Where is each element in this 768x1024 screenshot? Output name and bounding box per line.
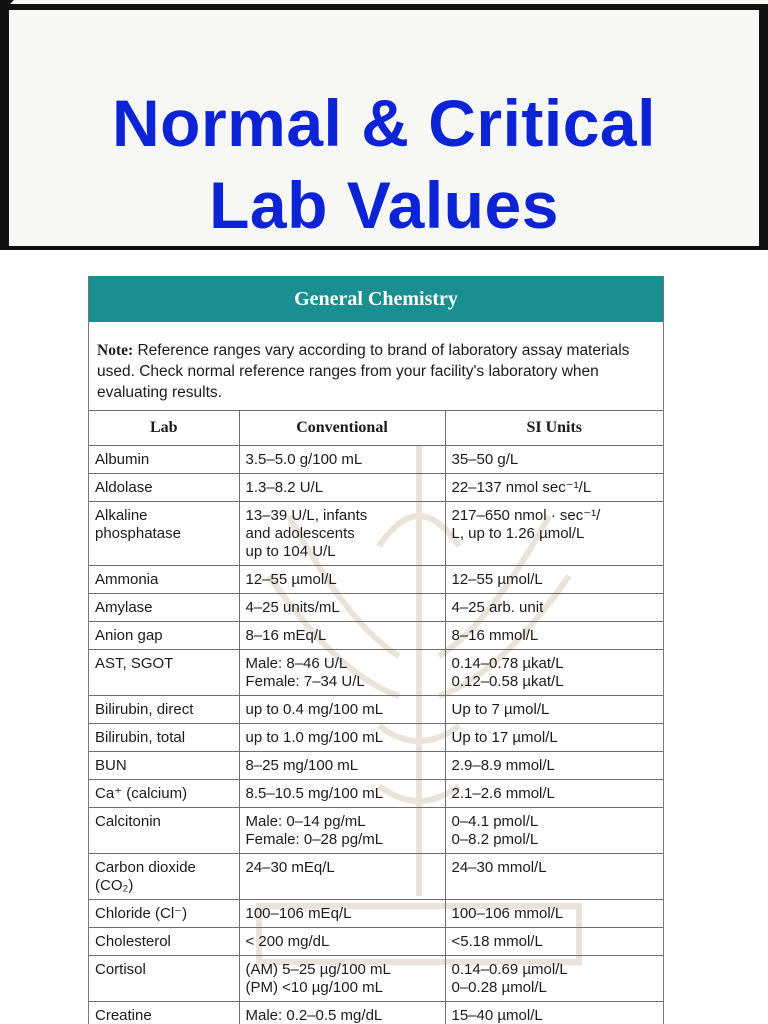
si-value: 0–4.1 pmol/L 0–8.2 pmol/L [445,808,663,854]
lab-name: Bilirubin, direct [89,696,239,724]
conventional-value: 8–25 mg/100 mL [239,752,445,780]
table-row [89,928,663,956]
conventional-value: (AM) 5–25 µg/100 mL (PM) <10 µg/100 mL [239,956,445,1002]
si-value: 22–137 nmol sec⁻¹/L [445,474,663,502]
table-row [89,622,663,650]
conventional-value: Male: 0.2–0.5 mg/dL [239,1002,445,1024]
table-row [89,956,663,1002]
column-header-si-units: SI Units [445,411,663,446]
table-row [89,780,663,808]
conventional-value: < 200 mg/dL [239,928,445,956]
table-row [89,724,663,752]
lab-table [89,411,663,1024]
lab-name: Ca⁺ (calcium) [89,780,239,808]
conventional-value: Male: 0–14 pg/mL Female: 0–28 pg/mL [239,808,445,854]
lab-name: Ammonia [89,566,239,594]
lab-name: Albumin [89,446,239,474]
si-value: 100–106 mmol/L [445,900,663,928]
conventional-value: 12–55 µmol/L [239,566,445,594]
conventional-value: 3.5–5.0 g/100 mL [239,446,445,474]
table-row [89,808,663,854]
table-row [89,900,663,928]
table-row [89,650,663,696]
si-value: 0.14–0.78 µkat/L 0.12–0.58 µkat/L [445,650,663,696]
conventional-value: 100–106 mEq/L [239,900,445,928]
table-row [89,696,663,724]
lab-name: Chloride (Cl⁻) [89,900,239,928]
section-title: General Chemistry [89,276,663,322]
table-row [89,502,663,566]
conventional-value: 13–39 U/L, infants and adolescents up to 104 U/L [239,502,445,566]
si-value: Up to 17 µmol/L [445,724,663,752]
reference-note [89,322,663,411]
lab-name: BUN [89,752,239,780]
title-banner [0,0,768,246]
si-value: <5.18 mmol/L [445,928,663,956]
conventional-value: 1.3–8.2 U/L [239,474,445,502]
conventional-value: 24–30 mEq/L [239,854,445,900]
separator-band [0,246,768,250]
lab-name: Carbon dioxide (CO₂) [89,854,239,900]
table-row [89,474,663,502]
si-value: Up to 7 µmol/L [445,696,663,724]
si-value: 2.1–2.6 mmol/L [445,780,663,808]
si-value: 217–650 nmol · sec⁻¹/ L, up to 1.26 µmol/L [445,502,663,566]
frame-border-top [0,4,768,10]
conventional-value: 8–16 mEq/L [239,622,445,650]
lab-name: Cortisol [89,956,239,1002]
lab-name: Cholesterol [89,928,239,956]
table-row [89,752,663,780]
lab-name: Creatine [89,1002,239,1024]
conventional-value: up to 1.0 mg/100 mL [239,724,445,752]
table-row [89,594,663,622]
page-title: Normal & Critical Lab Values [112,86,656,242]
lab-name: Bilirubin, total [89,724,239,752]
note-label: Note: [97,342,134,359]
table-header-row [89,411,663,446]
lab-values-sheet [88,276,664,1024]
table-row [89,446,663,474]
table-row [89,854,663,900]
column-header-conventional: Conventional [239,411,445,446]
si-value: 15–40 µmol/L [445,1002,663,1024]
lab-name: Calcitonin [89,808,239,854]
lab-name: Anion gap [89,622,239,650]
conventional-value: Male: 8–46 U/L Female: 7–34 U/L [239,650,445,696]
arrow-icon [0,0,14,14]
lab-name: Aldolase [89,474,239,502]
si-value: 24–30 mmol/L [445,854,663,900]
si-value: 0.14–0.69 µmol/L 0–0.28 µmol/L [445,956,663,1002]
lab-name: AST, SGOT [89,650,239,696]
si-value: 8–16 mmol/L [445,622,663,650]
lab-name: Alkaline phosphatase [89,502,239,566]
column-header-lab: Lab [89,411,239,446]
table-row [89,566,663,594]
conventional-value: 4–25 units/mL [239,594,445,622]
conventional-value: 8.5–10.5 mg/100 mL [239,780,445,808]
conventional-value: up to 0.4 mg/100 mL [239,696,445,724]
si-value: 35–50 g/L [445,446,663,474]
si-value: 12–55 µmol/L [445,566,663,594]
lab-name: Amylase [89,594,239,622]
note-text: Reference ranges vary according to brand of laboratory assay materials used. Check normal reference ranges from your facility's laboratory when evaluating results. [97,342,630,401]
table-row [89,1002,663,1024]
si-value: 4–25 arb. unit [445,594,663,622]
si-value: 2.9–8.9 mmol/L [445,752,663,780]
